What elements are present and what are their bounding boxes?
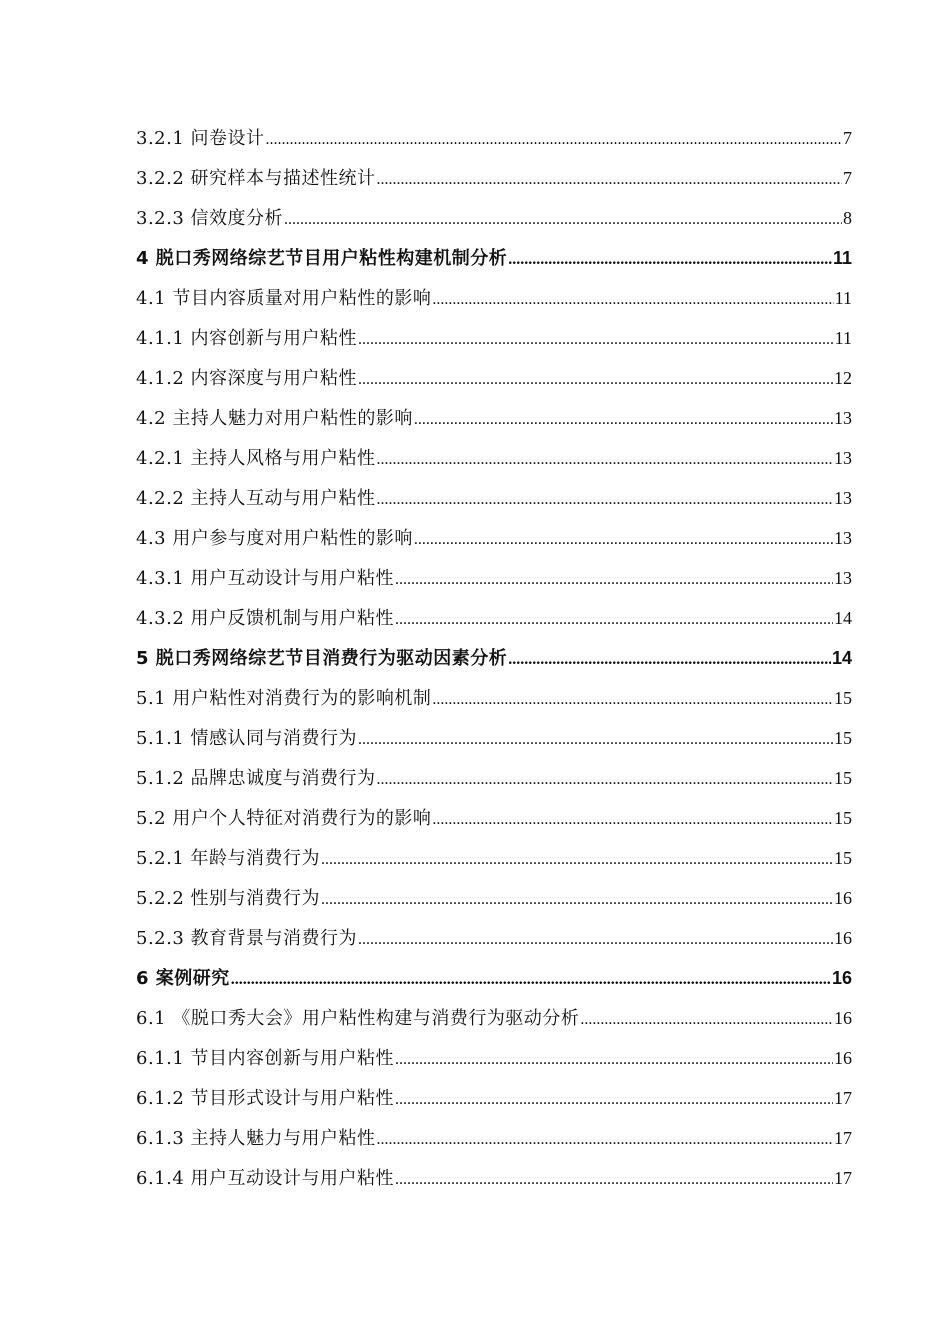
toc-page-number: 15 bbox=[834, 848, 852, 868]
toc-page-number: 17 bbox=[834, 1128, 852, 1148]
toc-entry-title: 4.3.1 用户互动设计与用户粘性 bbox=[136, 568, 395, 589]
toc-dot-leader bbox=[395, 1159, 833, 1200]
toc-entry-title: 5.2.2 性别与消费行为 bbox=[136, 888, 321, 909]
toc-entry[interactable] bbox=[136, 438, 852, 478]
toc-page-number: 16 bbox=[834, 1048, 852, 1068]
toc-entry[interactable] bbox=[136, 998, 852, 1038]
toc-dot-leader bbox=[358, 919, 833, 960]
toc-entry-title: 3.2.1 问卷设计 bbox=[136, 128, 265, 149]
toc-dot-leader bbox=[231, 959, 831, 1000]
toc-entry[interactable] bbox=[136, 718, 852, 758]
toc-dot-leader bbox=[414, 399, 833, 440]
toc-entry-title: 6.1.2 节目形式设计与用户粘性 bbox=[136, 1088, 395, 1109]
toc-entry-title: 5.1 用户粘性对消费行为的影响机制 bbox=[136, 688, 432, 709]
toc-page-number: 17 bbox=[834, 1088, 852, 1108]
toc-page-number: 15 bbox=[834, 688, 852, 708]
toc-dot-leader bbox=[508, 239, 832, 280]
toc-entry-title: 3.2.2 研究样本与描述性统计 bbox=[136, 168, 376, 189]
toc-entry-title: 6.1.1 节目内容创新与用户粘性 bbox=[136, 1048, 395, 1069]
toc-entry[interactable] bbox=[136, 558, 852, 598]
toc-page-number: 16 bbox=[834, 928, 852, 948]
toc-entry[interactable] bbox=[136, 198, 852, 238]
toc-dot-leader bbox=[266, 119, 842, 160]
toc-dot-leader bbox=[432, 679, 833, 720]
toc-entry-title: 4.3 用户参与度对用户粘性的影响 bbox=[136, 528, 413, 549]
toc-dot-leader bbox=[432, 799, 833, 840]
toc-entry-title: 5.1.2 品牌忠诚度与消费行为 bbox=[136, 768, 376, 789]
toc-entry[interactable] bbox=[136, 878, 852, 918]
toc-dot-leader bbox=[377, 479, 833, 520]
toc-entry[interactable] bbox=[136, 278, 852, 318]
toc-chapter-title: 4 脱口秀网络综艺节目用户粘性构建机制分析 bbox=[136, 248, 508, 269]
toc-entry[interactable] bbox=[136, 1038, 852, 1078]
toc-page-number: 7 bbox=[843, 128, 852, 148]
toc-entry-title: 5.2.1 年龄与消费行为 bbox=[136, 848, 321, 869]
toc-page-number: 16 bbox=[834, 888, 852, 908]
toc-page-number: 14 bbox=[834, 608, 852, 628]
toc-entry[interactable] bbox=[136, 918, 852, 958]
toc-dot-leader bbox=[395, 559, 833, 600]
toc-entry-title: 6.1.3 主持人魅力与用户粘性 bbox=[136, 1128, 376, 1149]
toc-page-number: 13 bbox=[834, 528, 852, 548]
toc-page-number: 12 bbox=[834, 368, 852, 388]
toc-entry[interactable] bbox=[136, 318, 852, 358]
toc-page-number: 11 bbox=[832, 248, 852, 268]
toc-page-number: 16 bbox=[834, 1008, 852, 1028]
toc-entry-title: 3.2.3 信效度分析 bbox=[136, 208, 284, 229]
toc-entry[interactable] bbox=[136, 358, 852, 398]
toc-chapter-title: 6 案例研究 bbox=[136, 968, 230, 989]
toc-entry-title: 5.1.1 情感认同与消费行为 bbox=[136, 728, 358, 749]
toc-page-number: 11 bbox=[834, 288, 852, 308]
toc-page-number: 13 bbox=[834, 568, 852, 588]
toc-dot-leader bbox=[321, 839, 833, 880]
toc-entry[interactable] bbox=[136, 838, 852, 878]
toc-entry[interactable] bbox=[136, 598, 852, 638]
table-of-contents bbox=[136, 118, 852, 1198]
toc-dot-leader bbox=[358, 319, 834, 360]
toc-page-number: 13 bbox=[834, 488, 852, 508]
toc-chapter-title: 5 脱口秀网络综艺节目消费行为驱动因素分析 bbox=[136, 648, 508, 669]
toc-chapter-entry[interactable] bbox=[136, 958, 852, 998]
toc-dot-leader bbox=[395, 599, 833, 640]
toc-entry-title: 6.1.4 用户互动设计与用户粘性 bbox=[136, 1168, 395, 1189]
toc-page-number: 13 bbox=[834, 448, 852, 468]
toc-entry-title: 5.2.3 教育背景与消费行为 bbox=[136, 928, 358, 949]
toc-dot-leader bbox=[414, 519, 833, 560]
toc-dot-leader bbox=[358, 359, 833, 400]
toc-entry-title: 5.2 用户个人特征对消费行为的影响 bbox=[136, 808, 432, 829]
toc-chapter-entry[interactable] bbox=[136, 638, 852, 678]
toc-entry-title: 4.1.1 内容创新与用户粘性 bbox=[136, 328, 358, 349]
toc-entry-title: 4.1.2 内容深度与用户粘性 bbox=[136, 368, 358, 389]
toc-page-number: 15 bbox=[834, 768, 852, 788]
toc-entry[interactable] bbox=[136, 398, 852, 438]
toc-entry[interactable] bbox=[136, 798, 852, 838]
toc-page-number: 7 bbox=[843, 168, 852, 188]
toc-entry[interactable] bbox=[136, 118, 852, 158]
toc-dot-leader bbox=[580, 999, 833, 1040]
toc-entry[interactable] bbox=[136, 678, 852, 718]
toc-dot-leader bbox=[395, 1079, 833, 1120]
toc-dot-leader bbox=[377, 1119, 833, 1160]
toc-page-number: 11 bbox=[834, 328, 852, 348]
toc-dot-leader bbox=[377, 159, 842, 200]
toc-entry[interactable] bbox=[136, 758, 852, 798]
toc-entry-title: 4.2.1 主持人风格与用户粘性 bbox=[136, 448, 376, 469]
toc-page-number: 15 bbox=[834, 728, 852, 748]
toc-entry-title: 6.1 《脱口秀大会》用户粘性构建与消费行为驱动分析 bbox=[136, 1008, 580, 1029]
toc-dot-leader bbox=[284, 199, 842, 240]
toc-page-number: 17 bbox=[834, 1168, 852, 1188]
toc-page-number: 14 bbox=[831, 648, 852, 668]
toc-dot-leader bbox=[395, 1039, 833, 1080]
toc-page-number: 15 bbox=[834, 808, 852, 828]
toc-dot-leader bbox=[377, 439, 833, 480]
toc-entry-title: 4.3.2 用户反馈机制与用户粘性 bbox=[136, 608, 395, 629]
toc-dot-leader bbox=[321, 879, 833, 920]
toc-page-number: 13 bbox=[834, 408, 852, 428]
toc-entry[interactable] bbox=[136, 518, 852, 558]
toc-entry[interactable] bbox=[136, 1078, 852, 1118]
toc-page-number: 16 bbox=[831, 968, 852, 988]
toc-entry-title: 4.1 节目内容质量对用户粘性的影响 bbox=[136, 288, 432, 309]
toc-chapter-entry[interactable] bbox=[136, 238, 852, 278]
toc-dot-leader bbox=[432, 279, 833, 320]
toc-entry-title: 4.2 主持人魅力对用户粘性的影响 bbox=[136, 408, 413, 429]
toc-dot-leader bbox=[508, 639, 831, 680]
toc-entry[interactable] bbox=[136, 1118, 852, 1158]
toc-dot-leader bbox=[377, 759, 833, 800]
toc-page-number: 8 bbox=[843, 208, 852, 228]
toc-entry[interactable] bbox=[136, 1158, 852, 1198]
toc-dot-leader bbox=[358, 719, 833, 760]
toc-entry-title: 4.2.2 主持人互动与用户粘性 bbox=[136, 488, 376, 509]
toc-entry[interactable] bbox=[136, 158, 852, 198]
toc-entry[interactable] bbox=[136, 478, 852, 518]
